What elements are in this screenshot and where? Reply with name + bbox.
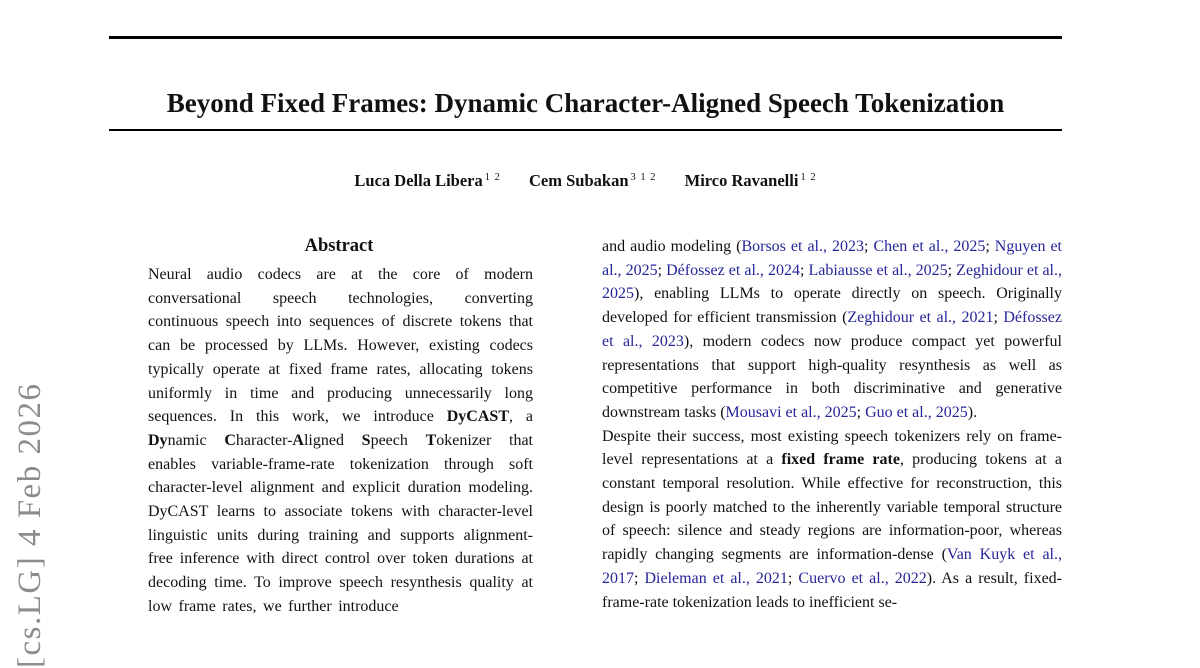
text-run: ; — [634, 569, 645, 587]
bold-text-run: C — [224, 431, 236, 449]
text-run: ), enabling LLMs to operate directly on speech. Originally developed for efficient transmission ( — [602, 285, 1062, 327]
text-run: , producing tokens at a constant temporal resolution. While effective for reconstruction, this design is poorly matched to the inherently variable temporal structure of speech: silence and steady regions are information-poor, whereas rapidly changing segments are information-dense ( — [602, 451, 1062, 564]
author — [529, 171, 657, 190]
citation-link[interactable]: Guo et al., 2025 — [865, 403, 968, 421]
text-run: , a — [508, 408, 533, 426]
author-affiliation-sup: 1 2 — [800, 171, 817, 183]
bold-text-run: A — [292, 431, 304, 449]
text-run: ). As a result, fixed-frame-rate tokenization leads to inefficient se- — [602, 569, 1062, 611]
citation-link[interactable]: Défossez et al., 2023 — [602, 309, 1062, 350]
text-run: okenizer that enables variable-frame-rate tokenization through soft character-level alignment and explicit duration modeling. DyCAST learns to associate tokens with character-level linguistic units during training and supports alignment-free inference with direct control over token durations at decoding time. To improve speech resynthesis quality at low frame rates, we further introduce — [148, 431, 534, 615]
citation-link[interactable]: Borsos et al., 2023 — [741, 238, 864, 255]
text-run: ; — [985, 238, 995, 255]
citation-link[interactable]: Nguyen et al., 2025 — [602, 238, 1062, 279]
body-paragraph — [602, 425, 1062, 615]
bold-text-run: Dy — [148, 431, 168, 449]
author-name: Cem Subakan — [529, 171, 629, 190]
text-run: ), modern codecs now produce compact yet powerful representations that support high-quality resynthesis as well as competitive performance in both discriminative and generative downstream tasks ( — [602, 332, 1062, 421]
text-run: Despite their success, most existing speech tokenizers rely on frame-level representations at a — [602, 427, 1062, 469]
title-rule-top — [109, 36, 1062, 39]
text-run: ; — [993, 309, 1004, 327]
text-run: ; — [657, 261, 667, 279]
citation-link[interactable]: Van Kuyk et al., 2017 — [602, 546, 1062, 587]
bold-text-run: T — [425, 431, 437, 449]
text-run: ; — [947, 261, 957, 279]
citation-link[interactable]: Cuervo et al., 2022 — [798, 569, 927, 587]
author-affiliation-sup: 1 2 — [484, 171, 501, 183]
author — [354, 171, 500, 190]
citation-link[interactable]: Défossez et al., 2024 — [666, 261, 800, 279]
author-line — [109, 171, 1062, 191]
citation-link[interactable]: Dieleman et al., 2021 — [644, 569, 788, 587]
author-affiliation-sup: 3 1 2 — [630, 171, 657, 183]
author-name: Mirco Ravanelli — [684, 171, 799, 190]
text-run: ligned — [303, 431, 362, 449]
bold-text-run: fixed frame rate — [781, 451, 900, 469]
citation-link[interactable]: Zeghidour et al., 2025 — [602, 261, 1062, 303]
citation-link[interactable]: Chen et al., 2025 — [873, 238, 986, 255]
text-run: ; — [856, 403, 866, 421]
paper-title: Beyond Fixed Frames: Dynamic Character-Aligned Speech Tokenization — [166, 88, 1005, 119]
body-paragraph — [602, 235, 1062, 425]
abstract-text — [109, 263, 569, 619]
right-column — [602, 233, 1062, 648]
text-run: Neural audio codecs are at the core of modern conversational speech technologies, converting continuous speech into sequences of discrete tokens that can be processed by LLMs. However, existing codecs typically operate at fixed frame rates, allocating tokens uniformly in time and producing unnecessarily long sequences. In this work, we introduce — [148, 266, 533, 426]
text-run: ; — [864, 238, 874, 255]
citation-link[interactable]: Labiausse et al., 2025 — [808, 261, 948, 279]
text-run: peech — [370, 431, 426, 449]
arxiv-sidebar-label: [cs.LG] 4 Feb 2026 — [12, 382, 48, 668]
two-column-body — [109, 233, 1062, 648]
text-run: haracter- — [235, 431, 293, 449]
author-name: Luca Della Libera — [354, 171, 483, 190]
text-run: namic — [167, 431, 225, 449]
bold-text-run: DyCAST — [446, 408, 509, 426]
text-run: and audio modeling ( — [602, 238, 742, 255]
author — [685, 171, 817, 190]
text-run: ; — [799, 261, 809, 279]
bold-text-run: S — [361, 431, 371, 449]
citation-link[interactable]: Mousavi et al., 2025 — [725, 403, 857, 421]
citation-link[interactable]: Zeghidour et al., 2021 — [847, 309, 994, 327]
abstract-heading: Abstract — [304, 236, 374, 256]
left-column — [109, 233, 569, 648]
title-rule-bottom — [109, 129, 1062, 131]
text-run: ). — [967, 403, 978, 421]
text-run: ; — [787, 569, 799, 587]
